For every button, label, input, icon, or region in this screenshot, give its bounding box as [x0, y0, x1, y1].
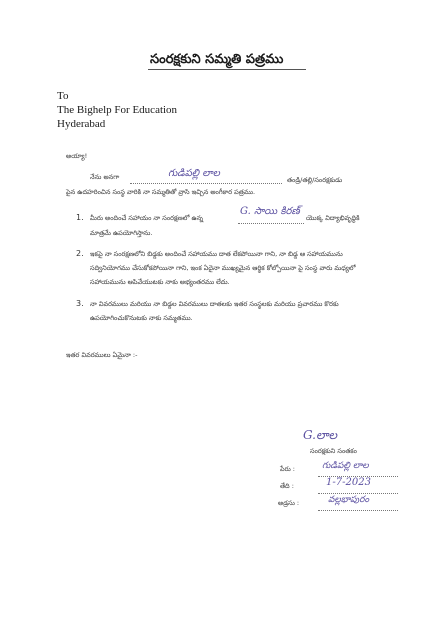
intro-line2: పైన ఉదహరించిన సంస్థ వారికి నా సమ్మతితో వ్రాసి ఇచ్చిన అంగీకార పత్రము. [66, 188, 256, 196]
other-details-label: ఇతర వివరములు ఏమైనా :- [66, 351, 138, 359]
addressee-to: To [57, 90, 69, 102]
guardian-signature: G.లాల [303, 428, 338, 442]
addressee-city: Hyderabad [57, 118, 106, 130]
point-3-line2: ఉపయోగించుకొనుటకు నాకు సమ్మతము. [90, 314, 193, 322]
point-3-line1: నా వివరములు మరియు నా బిడ్డల వివరములు దాతలకు ఇతర సంస్థలకు మరియు ప్రచారము కొరకు [90, 300, 339, 308]
footer-date-label: తేది : [280, 482, 294, 490]
footer-name-label: పేరు : [280, 465, 295, 473]
intro-role-suffix: తండ్రి/తల్లి/సంరక్షకుడు [287, 176, 343, 184]
point-2-line3: సహాయమును ఆపివేయుటకు నాకు అభ్యంతరము లేదు. [90, 278, 230, 286]
addressee-organization: The Bighelp For Education [57, 104, 178, 116]
point-2-line2: సద్వినియోగము చేసుకోకపోయినా గాని, ఇంక ఏదైనా ముఖ్యమైన ఆర్థిక కోల్పోయినా పై సంస్థ వారు మధ్యలో [90, 264, 356, 272]
point-2-number: 2. [76, 249, 84, 258]
salutation: అయ్యా! [66, 152, 88, 160]
child-dotted-line [238, 223, 304, 224]
point-2-line1: ఇకపై నా సంరక్షణలోని బిడ్డకు అందించే సహాయము దాత లేకపోయినా గాని, నా బిడ్డ ఆ సహాయమును [90, 250, 343, 258]
footer-address-value: వల్లభాపురం [328, 495, 370, 505]
footer-date-line [318, 493, 398, 494]
point-1-text-before: మీరు అందించే సహాయం నా సంరక్షణలో ఉన్న [90, 214, 204, 222]
point-1-number: 1. [76, 213, 84, 222]
name-dotted-line [130, 183, 282, 184]
point-1-line2: మాత్రమే ఉపయోగిస్తాను. [90, 229, 153, 237]
document-title: సంరక్షకుని సమ్మతి పత్రము [150, 52, 284, 67]
handwritten-guardian-name: గుడిపల్లి లాల [168, 168, 220, 179]
footer-date-value: 1-7-2023 [326, 477, 371, 488]
footer-address-label: అడ్రసు : [278, 499, 300, 507]
footer-name-value: గుడిపల్లి లాల [322, 461, 369, 471]
signature-label: సంరక్షకుని సంతకం [310, 447, 357, 455]
intro-name-prefix: నేను అనగా [90, 173, 120, 181]
point-1-text-after: యొక్క విద్యాభివృద్ధికి [306, 214, 360, 222]
point-3-number: 3. [76, 299, 84, 308]
title-underline [148, 69, 306, 70]
handwritten-child-name: G. సాయి కిరణ్ [240, 206, 300, 217]
footer-address-line [318, 510, 398, 511]
